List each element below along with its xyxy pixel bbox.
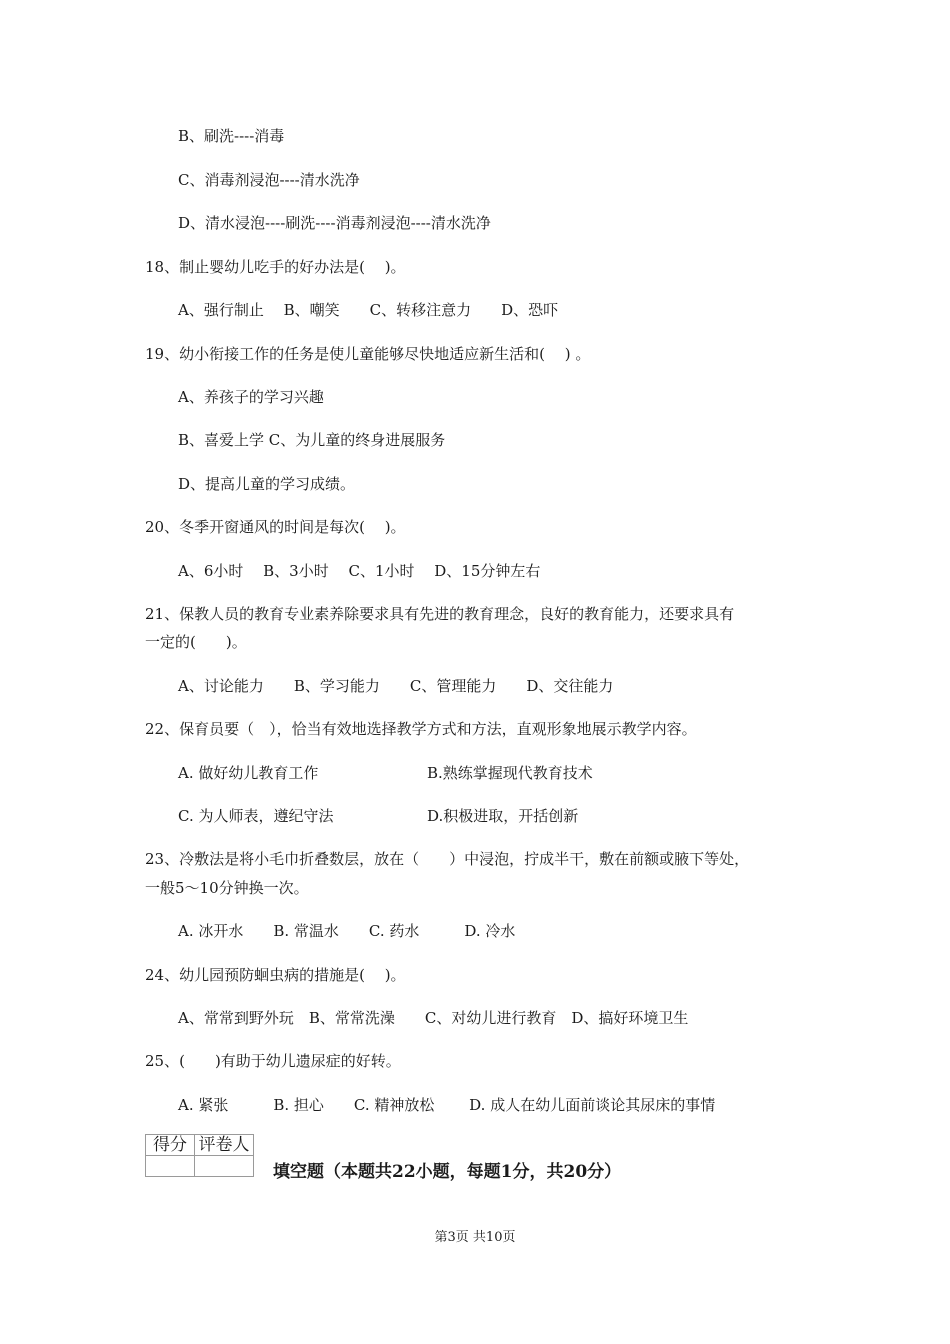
page-footer: 第3页 共10页 — [434, 1230, 516, 1245]
question-22: 22、保育员要（ ），恰当有效地选择教学方式和方法，直观形象地展示教学内容。 — [145, 720, 697, 738]
option-line: A. 冰开水 B. 常温水 C. 药水 D. 冷水 — [178, 922, 516, 940]
option-line: B、刷洗----消毒 — [178, 127, 285, 145]
option-line: A、6小时 B、3小时 C、1小时 D、15分钟左右 — [178, 562, 541, 580]
option-line: A、养孩子的学习兴趣 — [178, 388, 324, 406]
score-label: 得分 — [146, 1135, 195, 1156]
section-title: 填空题（本题共22小题，每题1分，共20分） — [273, 1162, 622, 1182]
option-line: B.熟练掌握现代教育技术 — [427, 764, 593, 782]
option-line: A. 紧张 B. 担心 C. 精神放松 D. 成人在幼儿面前谈论其尿床的事情 — [178, 1096, 716, 1114]
option-line: C、消毒剂浸泡----清水洗净 — [178, 171, 360, 189]
question-18: 18、制止婴幼儿吃手的好办法是( )。 — [145, 258, 406, 276]
option-line: A、讨论能力 B、学习能力 C、管理能力 D、交往能力 — [178, 677, 614, 695]
question-20: 20、冬季开窗通风的时间是每次( )。 — [145, 518, 406, 536]
option-line: A、强行制止 B、嘲笑 C、转移注意力 D、恐吓 — [178, 301, 559, 319]
option-line: D、清水浸泡----刷洗----消毒剂浸泡----清水洗净 — [178, 214, 491, 232]
option-line: C. 为人师表，遵纪守法 — [178, 807, 334, 825]
grader-cell — [195, 1156, 254, 1177]
question-24: 24、幼儿园预防蛔虫病的措施是( )。 — [145, 966, 406, 984]
option-line: D、提高儿童的学习成绩。 — [178, 475, 356, 493]
grader-label: 评卷人 — [195, 1135, 254, 1156]
option-line: B、喜爱上学 C、为儿童的终身进展服务 — [178, 431, 446, 449]
question-23: 23、冷敷法是将小毛巾折叠数层，放在（ ）中浸泡，拧成半干，敷在前额或腋下等处， — [145, 850, 750, 868]
question-25: 25、( )有助于幼儿遗尿症的好转。 — [145, 1052, 401, 1070]
option-line: A、常常到野外玩 B、常常洗澡 C、对幼儿进行教育 D、搞好环境卫生 — [178, 1009, 689, 1027]
question-23-cont: 一般5～10分钟换一次。 — [145, 879, 309, 897]
score-box — [145, 1134, 254, 1177]
option-line: A. 做好幼儿教育工作 — [178, 764, 319, 782]
question-19: 19、幼小衔接工作的任务是使儿童能够尽快地适应新生活和( ) 。 — [145, 345, 591, 363]
option-line: D.积极进取，开括创新 — [427, 807, 579, 825]
score-cell — [146, 1156, 195, 1177]
question-21-cont: 一定的( )。 — [145, 633, 247, 651]
question-21: 21、保教人员的教育专业素养除要求具有先进的教育理念，良好的教育能力，还要求具有 — [145, 605, 735, 623]
